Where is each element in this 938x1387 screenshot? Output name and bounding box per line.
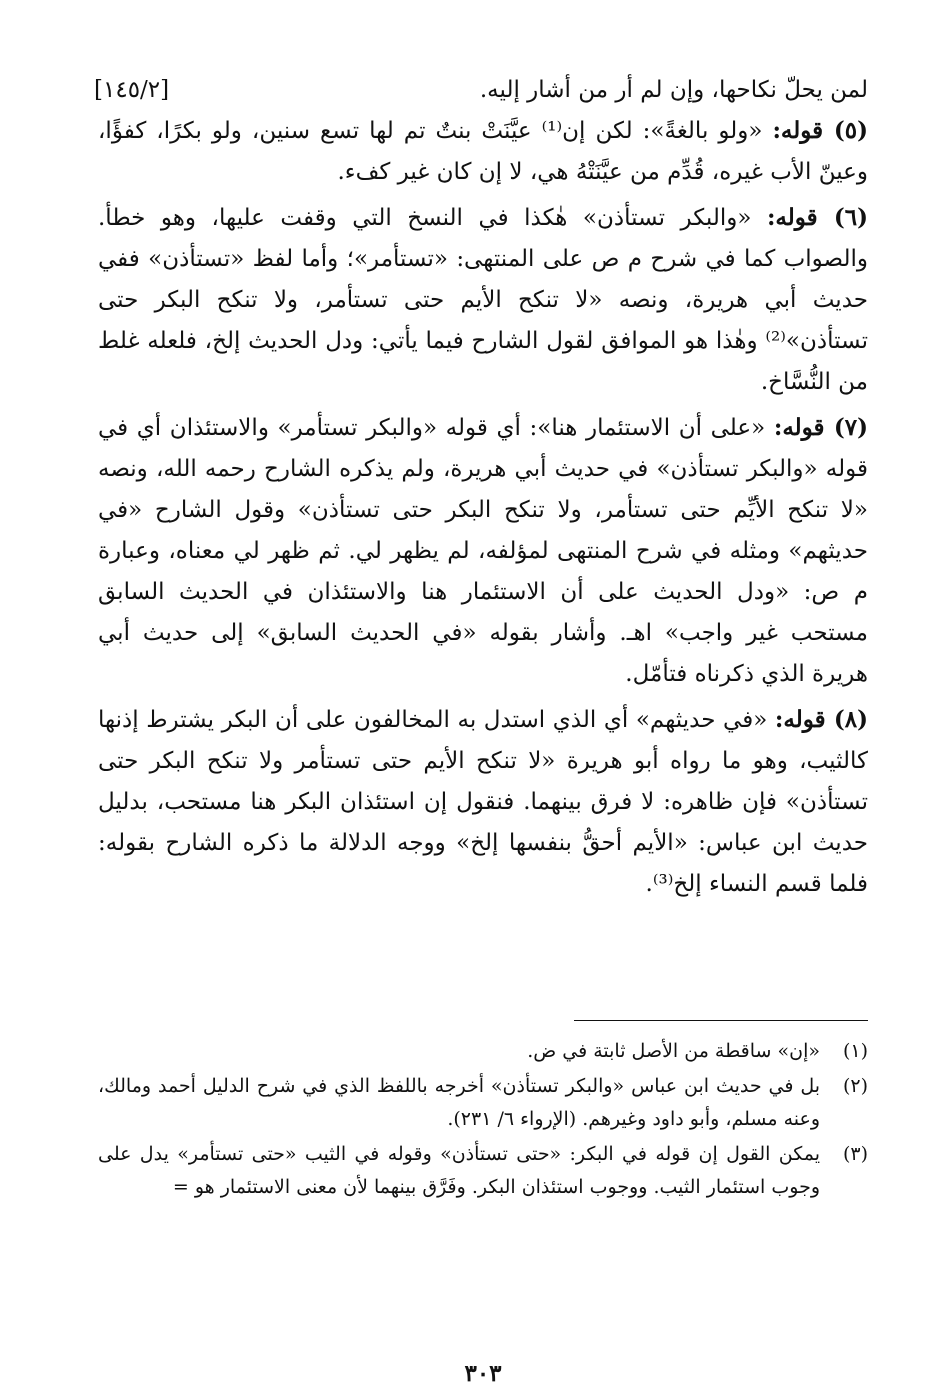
paragraph-6 <box>98 197 868 403</box>
paragraph-label: (٨) قوله: <box>774 706 868 733</box>
paragraph-label: (٥) قوله: <box>772 117 868 144</box>
paragraph-text: «على أن الاستئمار هنا»: أي قوله «والبكر تستأمر» والاستئذان أي في قوله «والبكر تستأذن» في حديث أبي هريرة، ولم يذكره الشارح رحمه الله، ونصه «لا تنكح الأيِّم حتى تستأمر، ولا تنكح البكر حتى تستأذن» وقول الشارح «في حديثهم» ومثله في شرح المنتهى لمؤلفه، لم يظهر لي. ثم ظهر لي معناه، وعبارة م ص: «ودل الحديث على أن الاستئمار هنا والاستئذان في الحديث السابق مستحب غير واجب» اهـ. وأشار بقوله «في الحديث السابق» إلى حديث أبي هريرة الذي ذكرناه فتأمّل. <box>98 415 868 687</box>
paragraph-5 <box>98 110 868 193</box>
paragraph-7 <box>98 407 868 695</box>
footnote-3 <box>98 1138 868 1204</box>
running-header <box>94 70 868 110</box>
paragraph-text: «ولو بالغةً»: لكن إن⁽¹⁾ عيَّنَتْ بنتٌ تم لها تسع سنين، ولو بكرًا، كفؤًا، وعينّ الأب غيره، قُدِّم من عيَّنَتْهُ هي، لا إن كان غير كفء. <box>98 118 868 185</box>
paragraph-text: «والبكر تستأذن» هٰكذا في النسخ التي وقفت عليها، وهو خطأ. والصواب كما في شرح م ص على المنتهى: «تستأمر»؛ وأما لفظ «تستأذن» ففي حديث أبي هريرة، ونصه «لا تنكح الأيم حتى تستأمر، ولا تنكح البكر حتى تستأذن»⁽²⁾ وهٰذا هو الموافق لقول الشارح فيما يأتي: ودل الحديث إلخ، فلعله غلط من النُّسَّاخ. <box>98 205 868 395</box>
page-number: ٣٠٣ <box>464 1360 502 1387</box>
footnotes <box>98 1035 868 1206</box>
footnote-text: «إن» ساقطة من الأصل ثابتة في ض. <box>527 1040 820 1062</box>
footnote-text: يمكن القول إن قوله في البكر: «حتى تستأذن» وقوله في الثيب «حتى تستأمر» يدل على وجوب استئمار الثيب. ووجوب استئذان البكر. وفَرَّق بينهما لأن معنى الاستئمار هو = <box>98 1143 820 1198</box>
continued-text: لمن يحلّ نكاحها، وإن لم أر من أشار إليه. <box>479 77 868 103</box>
paragraph-8 <box>98 699 868 905</box>
page-body <box>94 70 868 1387</box>
footnote-2 <box>98 1070 868 1136</box>
footnote-number: (٣) <box>842 1143 868 1165</box>
paragraph-label: (٧) قوله: <box>773 414 868 441</box>
footnote-number: (٢) <box>842 1075 868 1097</box>
paragraph-label: (٦) قوله: <box>766 204 868 231</box>
footnote-1 <box>98 1035 868 1068</box>
footnote-text: بل في حديث ابن عباس «والبكر تستأذن» أخرجه باللفظ الذي في شرح الدليل أحمد ومالك، وعنه مسلم، وأبو داود وغيرهم. (الإرواء ٦/ ٢٣١). <box>98 1075 820 1130</box>
footnote-number: (١) <box>842 1040 868 1062</box>
paragraph-text: «في حديثهم» أي الذي استدل به المخالفون على أن البكر يشترط إذنها كالثيب، وهو ما رواه أبو هريرة «لا تنكح الأيم حتى تستأمر ولا تنكح البكر حتى تستأذن» فإن ظاهره: لا فرق بينهما. فنقول إن استئذان البكر هنا مستحب، بدليل حديث ابن عباس: «الأيم أحقُّ بنفسها إلخ» ووجه الدلالة ما ذكره الشارح بقوله: فلما قسم النساء إلخ⁽³⁾. <box>98 707 868 897</box>
page-reference: [١٤٥/٢] <box>94 77 170 103</box>
footnote-divider <box>574 1020 868 1021</box>
